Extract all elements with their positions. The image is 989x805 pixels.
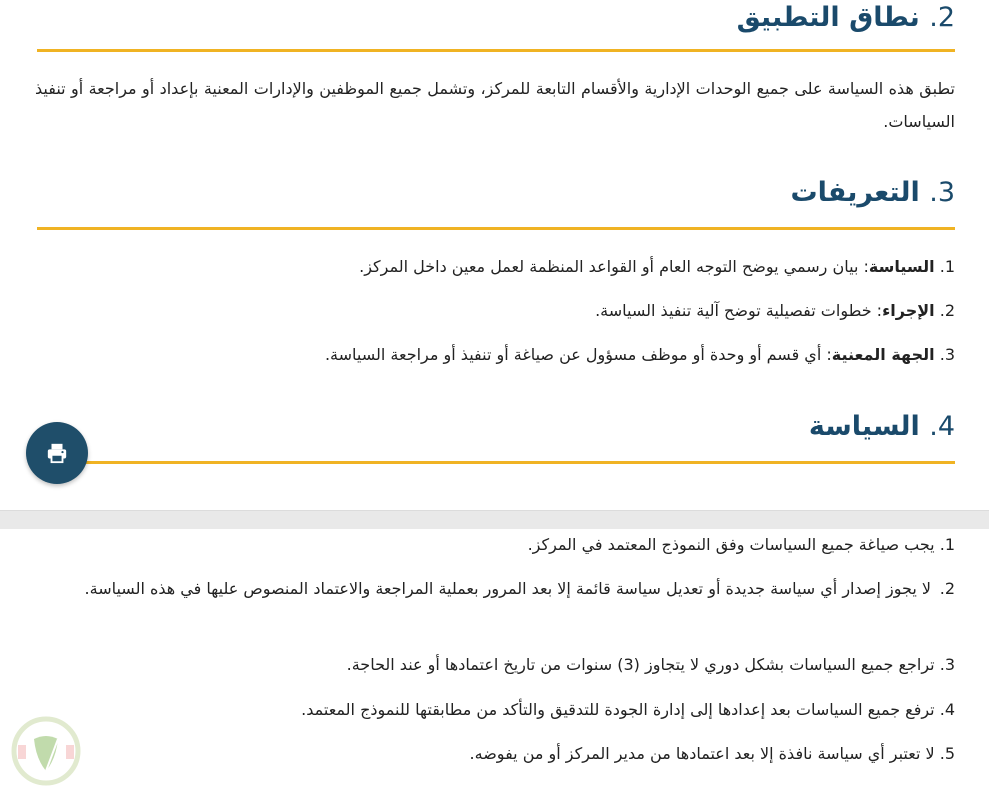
item-number: 3. — [939, 655, 955, 674]
item-number: 3. — [939, 345, 955, 364]
item-text: يجب صياغة جميع السياسات وفق النموذج المعتمد في المركز. — [527, 535, 935, 554]
section-heading-policy — [35, 409, 955, 445]
section-title: نطاق التطبيق — [736, 2, 920, 33]
item-number: 2. — [939, 301, 955, 320]
definition-item — [595, 296, 955, 326]
section-number: 2. — [929, 2, 955, 33]
print-button[interactable] — [26, 422, 88, 484]
section-title: التعريفات — [790, 177, 920, 208]
definition-term: الجهة المعنية — [831, 345, 935, 364]
leaf-logo-icon — [8, 715, 84, 795]
item-number: 2. — [939, 579, 955, 598]
item-text: تراجع جميع السياسات بشكل دوري لا يتجاوز (3) سنوات من تاريخ اعتمادها أو عند الحاجة. — [346, 655, 935, 674]
section-heading-definitions — [35, 175, 955, 211]
policy-item — [51, 574, 955, 604]
definition-item — [359, 252, 955, 282]
watermark-logo — [8, 715, 84, 795]
item-number: 5. — [939, 744, 955, 763]
item-number: 1. — [939, 257, 955, 276]
section-heading-scope — [35, 0, 955, 36]
policy-item — [470, 739, 955, 769]
item-number: 1. — [939, 535, 955, 554]
page-break-band — [0, 510, 989, 529]
definition-text: : خطوات تفصيلية توضح آلية تنفيذ السياسة. — [595, 301, 883, 320]
section-divider — [37, 49, 955, 52]
definition-item — [325, 340, 955, 370]
section-divider — [37, 227, 955, 230]
policy-item — [301, 695, 955, 725]
section-title: السياسة — [808, 411, 920, 442]
definition-text: : بيان رسمي يوضح التوجه العام أو القواعد المنظمة لعمل معين داخل المركز. — [359, 257, 869, 276]
section-number: 3. — [929, 177, 955, 208]
definition-term: السياسة — [868, 257, 935, 276]
item-number: 4. — [939, 700, 955, 719]
policy-item — [528, 530, 955, 560]
item-text: لا يجوز إصدار أي سياسة جديدة أو تعديل سياسة قائمة إلا بعد المرور بعملية المراجعة والاعتماد المنصوص عليها في هذه السياسة. — [84, 579, 931, 598]
printer-icon — [46, 442, 68, 464]
item-text: لا تعتبر أي سياسة نافذة إلا بعد اعتمادها من مدير المركز أو من يفوضه. — [469, 744, 935, 763]
definition-term: الإجراء — [882, 301, 935, 320]
item-text: ترفع جميع السياسات بعد إعدادها إلى إدارة الجودة للتدقيق والتأكد من مطابقتها للنموذج المعتمد. — [301, 700, 935, 719]
scope-paragraph: تطبق هذه السياسة على جميع الوحدات الإدارية والأقسام التابعة للمركز، وتشمل جميع الموظفين والإدارات المعنية بإعداد أو مراجعة أو تنفيذ السياسات. — [35, 79, 955, 131]
section-number: 4. — [929, 411, 955, 442]
section-divider — [37, 461, 955, 464]
definition-text: : أي قسم أو وحدة أو موظف مسؤول عن صياغة أو تنفيذ أو مراجعة السياسة. — [324, 345, 832, 364]
policy-item — [347, 650, 955, 680]
